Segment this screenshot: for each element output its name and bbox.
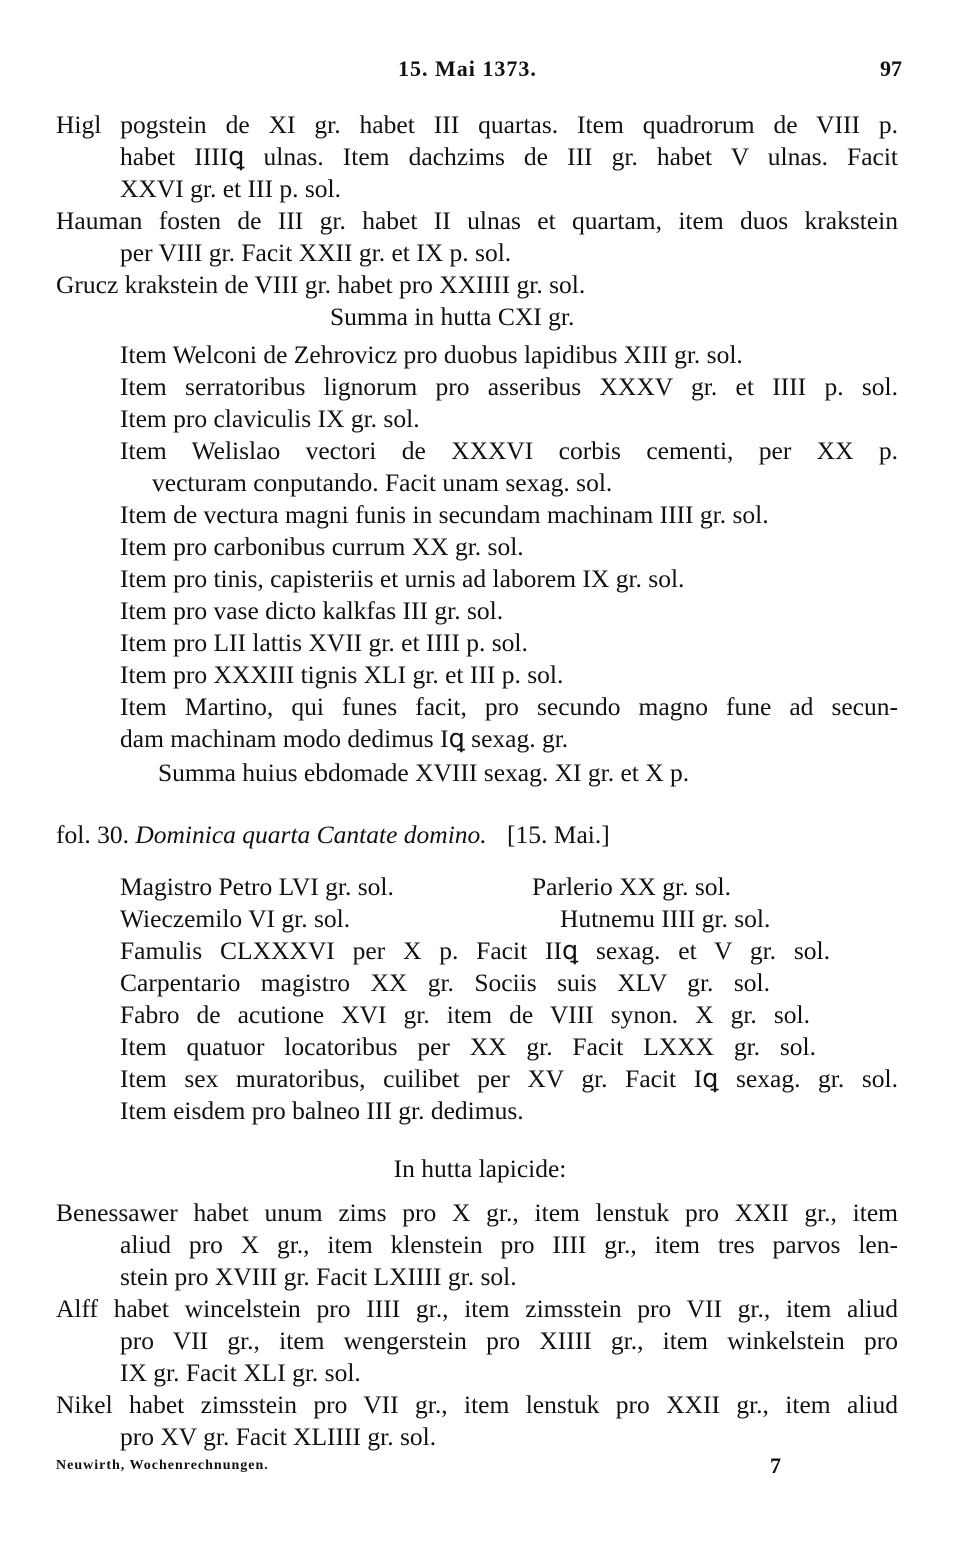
- text-line: XXVI gr. et III p. sol.: [120, 174, 341, 203]
- item-line: Item pro vase dicto kalkfas III gr. sol.: [120, 596, 504, 625]
- text-line: Grucz krakstein de VIII gr. habet pro XXIIII gr. sol.: [56, 270, 586, 299]
- item-line: dam machinam modo dedimus Iꝗ sexag. gr.: [120, 724, 569, 753]
- lapicide-line: Alff habet wincelstein pro IIII gr., item zimsstein pro VII gr., item aliud: [56, 1294, 898, 1323]
- footer-text: Neuwirth, Wochenrechnungen.: [56, 1458, 269, 1473]
- item-line: Item pro claviculis IX gr. sol.: [120, 404, 420, 433]
- summa-hutta: Summa in hutta CXI gr.: [330, 302, 575, 331]
- lapicide-line: IX gr. Facit XLI gr. sol.: [120, 1358, 361, 1387]
- wage-line: Item quatuor locatoribus per XX gr. Facit LXXX gr. sol.: [120, 1032, 816, 1061]
- wage-line: Fabro de acutione XVI gr. item de VIII synon. X gr. sol.: [120, 1000, 810, 1029]
- lapicide-line: aliud pro X gr., item klenstein pro IIII gr., item tres parvos len-: [120, 1230, 898, 1259]
- item-line: vecturam conputando. Facit unam sexag. sol.: [152, 468, 613, 497]
- lapicide-line: stein pro XVIII gr. Facit LXIIII gr. sol.: [120, 1262, 517, 1291]
- page-number: 97: [880, 56, 902, 81]
- text-line: Hauman fosten de III gr. habet II ulnas et quartam, item duos krakstein: [56, 206, 898, 235]
- lapicide-line: Benessawer habet unum zims pro X gr., item lenstuk pro XXII gr., item: [56, 1198, 898, 1227]
- item-line: Item pro XXXIII tignis XLI gr. et III p. sol.: [120, 660, 564, 689]
- wage-left: Magistro Petro LVI gr. sol.: [120, 872, 394, 901]
- item-line: Item pro LII lattis XVII gr. et IIII p. sol.: [120, 628, 528, 657]
- section-title: Dominica quarta Cantate domino.: [135, 820, 487, 849]
- wage-right: Parlerio XX gr. sol.: [532, 872, 732, 901]
- wage-line: Item eisdem pro balneo III gr. dedimus.: [120, 1096, 524, 1125]
- wage-line: Carpentario magistro XX gr. Sociis suis XLV gr. sol.: [120, 968, 770, 997]
- text-line: per VIII gr. Facit XXII gr. et IX p. sol.: [120, 238, 512, 267]
- summa-ebdomade: Summa huius ebdomade XVIII sexag. XI gr. et X p.: [158, 758, 690, 787]
- wage-line: Item sex muratoribus, cuilibet per XV gr. Facit Iꝗ sexag. gr. sol.: [120, 1064, 898, 1093]
- item-line: Item pro tinis, capisteriis et urnis ad laborem IX gr. sol.: [120, 564, 685, 593]
- item-line: Item Martino, qui funes facit, pro secundo magno fune ad secun-: [120, 692, 898, 721]
- wage-right: Hutnemu IIII gr. sol.: [560, 904, 771, 933]
- wage-left: Wieczemilo VI gr. sol.: [120, 904, 351, 933]
- item-line: Item de vectura magni funis in secundam machinam IIII gr. sol.: [120, 500, 769, 529]
- signature-mark: 7: [770, 1453, 781, 1478]
- header-date: 15. Mai 1373.: [398, 56, 537, 81]
- item-line: Item Welislao vectori de XXXVI corbis cementi, per XX p.: [120, 436, 898, 465]
- item-line: Item pro carbonibus currum XX gr. sol.: [120, 532, 524, 561]
- lapicide-line: pro VII gr., item wengerstein pro XIIII gr., item winkelstein pro: [120, 1326, 898, 1355]
- item-line: Item serratoribus lignorum pro asseribus XXXV gr. et IIII p. sol.: [120, 372, 898, 401]
- lapicide-line: Nikel habet zimsstein pro VII gr., item lenstuk pro XXII gr., item aliud: [56, 1390, 898, 1419]
- lapicide-heading: In hutta lapicide:: [393, 1154, 567, 1183]
- text-line: habet IIIIꝗ ulnas. Item dachzims de III gr. habet V ulnas. Facit: [120, 142, 898, 171]
- lapicide-line: pro XV gr. Facit XLIIII gr. sol.: [120, 1422, 437, 1451]
- section-date: [15. Mai.]: [507, 820, 610, 849]
- text-line: Higl pogstein de XI gr. habet III quartas. Item quadrorum de VIII p.: [56, 110, 898, 139]
- folio-heading: [56, 820, 610, 850]
- item-line: Item Welconi de Zehrovicz pro duobus lapidibus XIII gr. sol.: [120, 340, 743, 369]
- wage-line: Famulis CLXXXVI per X p. Facit IIꝗ sexag. et V gr. sol.: [120, 936, 830, 965]
- folio-number: fol. 30.: [56, 820, 129, 849]
